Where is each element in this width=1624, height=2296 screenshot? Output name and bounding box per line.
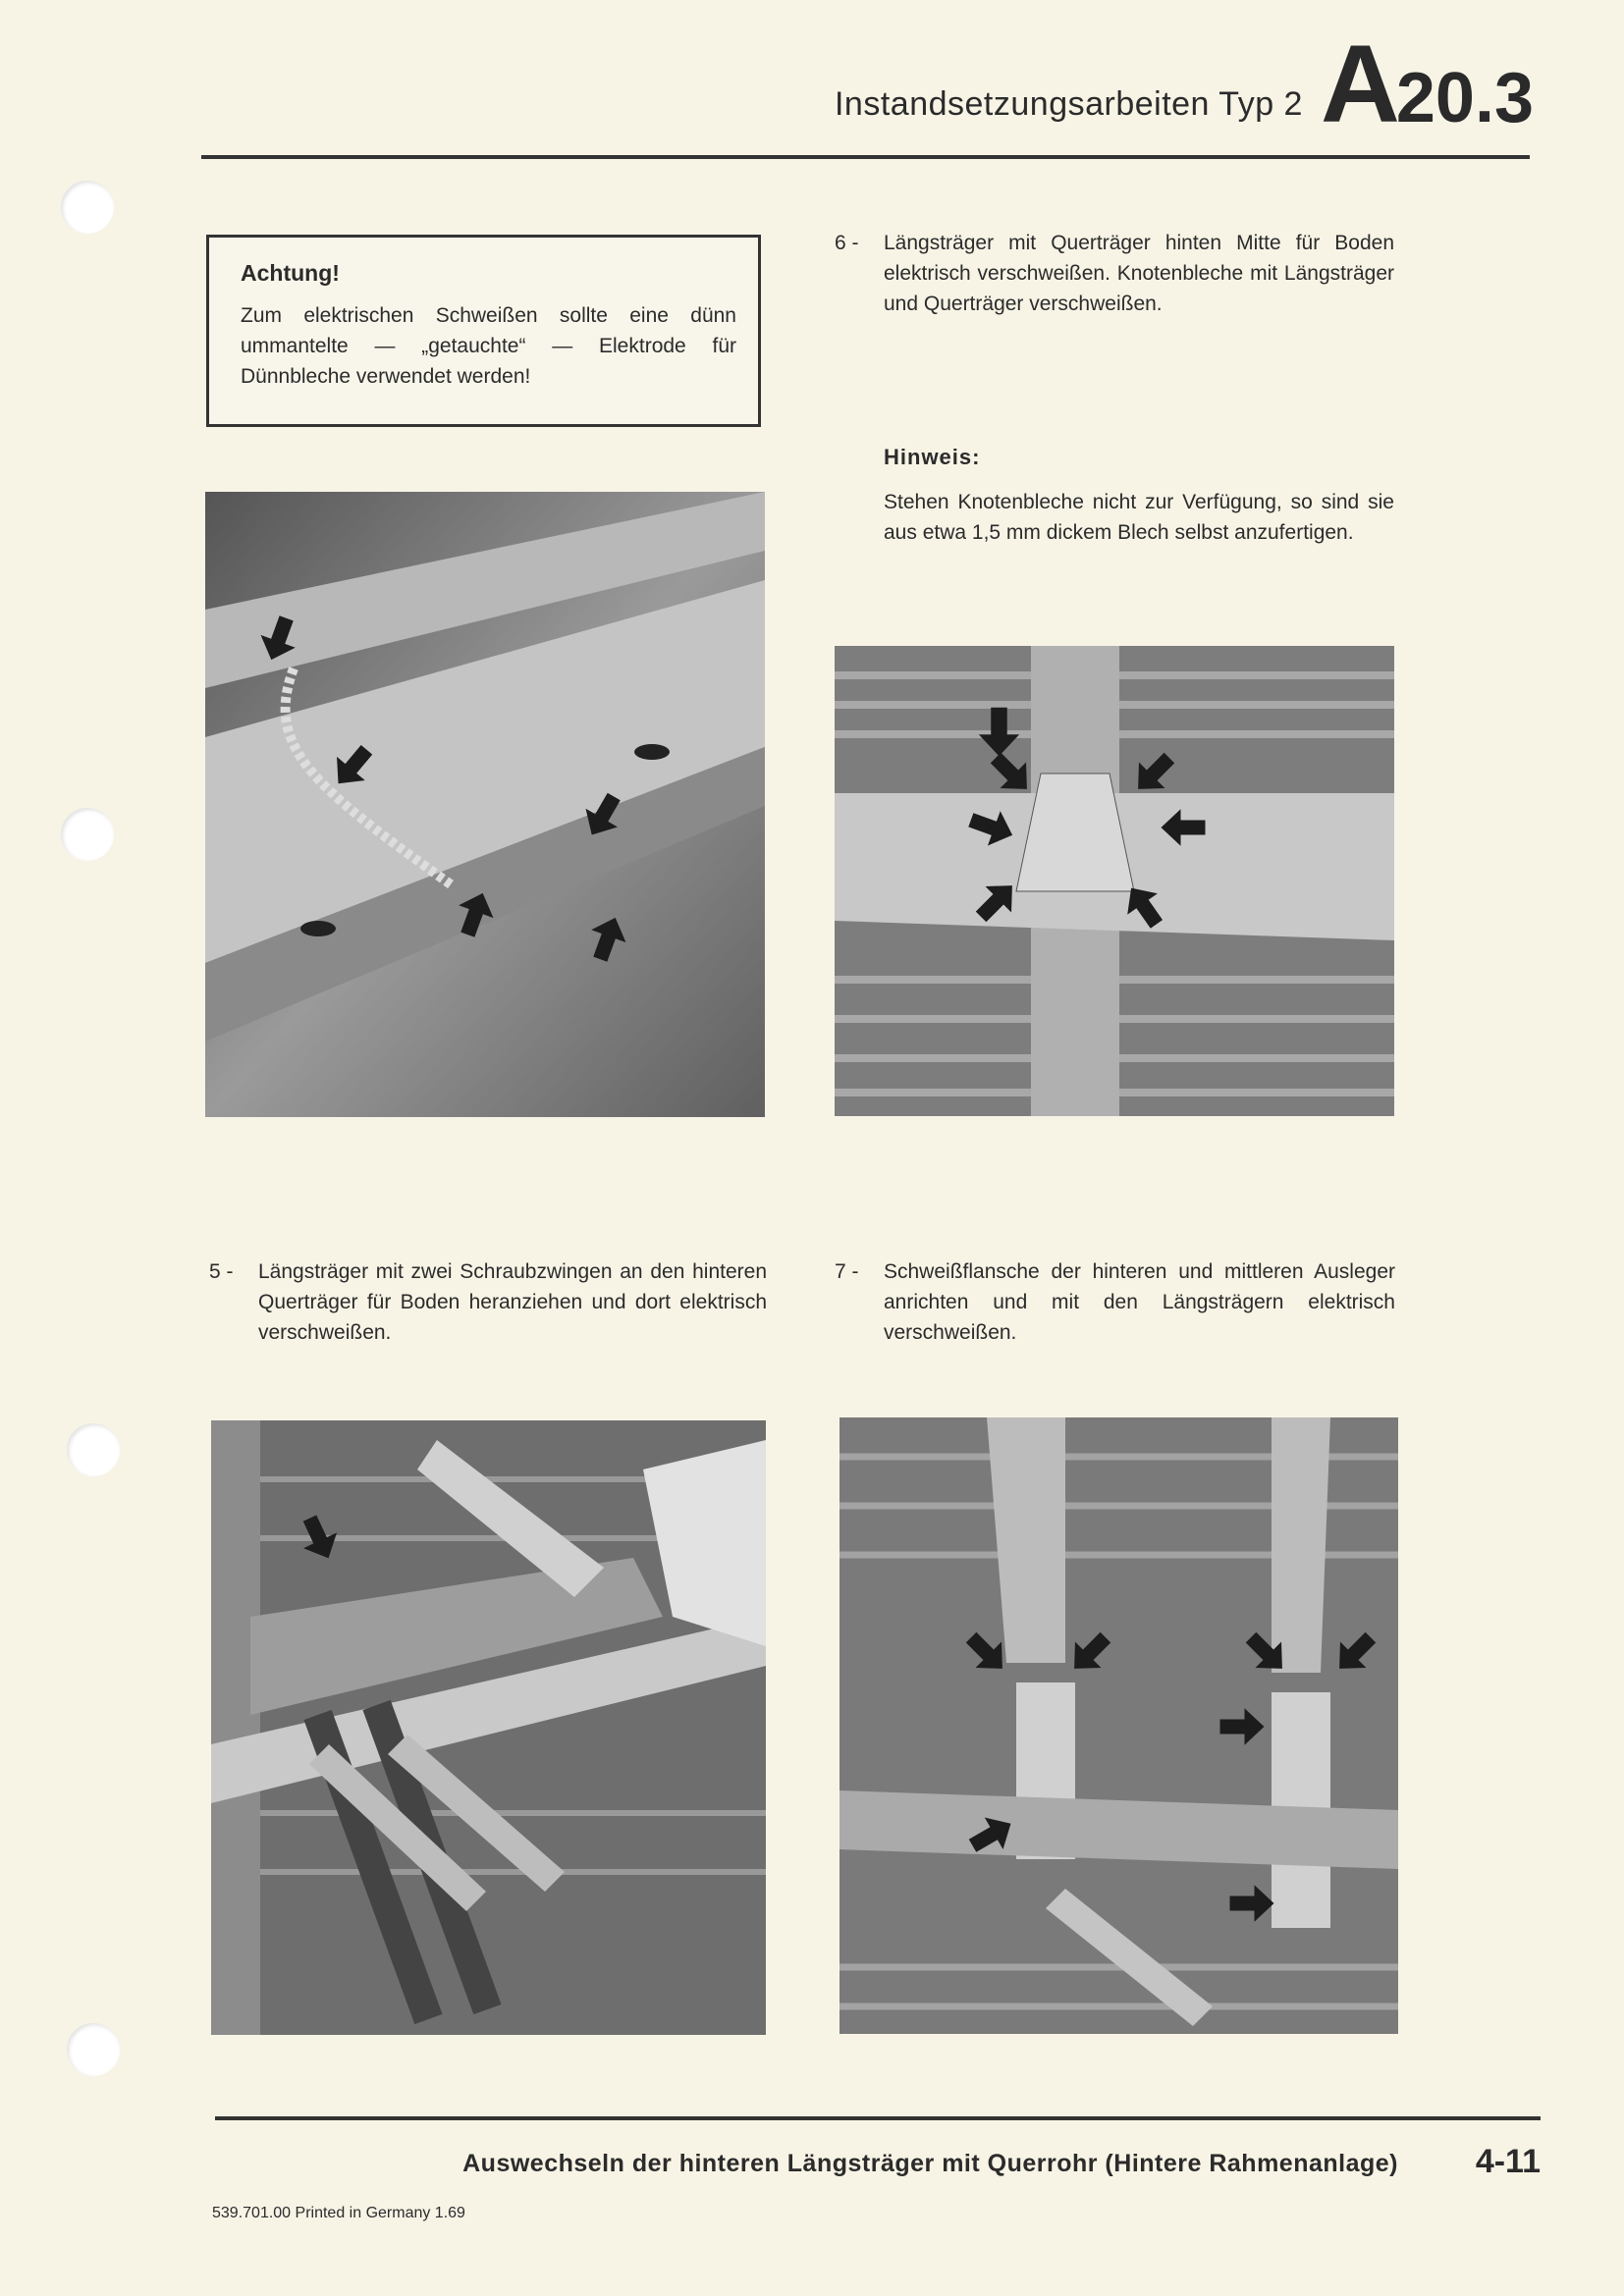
warning-text: Zum elektrischen Schweißen sollte eine dünn ummantelte — „getauchte“ — Elektrode für Dünnbleche verwendet werden!: [241, 304, 736, 388]
binder-hole: [67, 1423, 120, 1476]
binder-hole: [67, 2023, 120, 2076]
binder-hole: [61, 181, 114, 234]
header-rule: [201, 155, 1530, 159]
warning-heading: Achtung!: [241, 260, 340, 286]
header: [834, 23, 1534, 145]
photo-clamps: [211, 1420, 766, 2035]
photo-weld-seam: [205, 492, 765, 1117]
note-heading: Hinweis:: [884, 445, 981, 469]
step-number: 7 -: [835, 1260, 859, 1283]
print-note: 539.701.00 Printed in Germany 1.69: [212, 2205, 465, 2221]
step-text: Längsträger mit zwei Schraubzwingen an den hinteren Querträger für Boden heranziehen und dort elektrisch verschweißen.: [258, 1260, 767, 1344]
footer-rule: [215, 2116, 1541, 2120]
step-number: 5 -: [209, 1260, 234, 1283]
header-title: Instandsetzungsarbeiten Typ 2: [834, 85, 1303, 123]
step-6: [835, 228, 1394, 319]
section-code-letter: A: [1320, 23, 1396, 145]
step-7: [835, 1256, 1395, 1348]
step-text: Schweißflansche der hinteren und mittleren Ausleger anrichten und mit den Längsträgern elektrisch verschweißen.: [884, 1260, 1395, 1344]
photo-outrigger-flanges: [839, 1417, 1398, 2034]
footer-title: Auswechseln der hinteren Längsträger mit Querrohr (Hintere Rahmenanlage): [462, 2150, 1398, 2177]
step-5: [209, 1256, 767, 1348]
photo-gusset-plates: [835, 646, 1394, 1116]
step-text: Längsträger mit Querträger hinten Mitte für Boden elektrisch verschweißen. Knotenbleche mit Längsträger und Querträger verschweißen.: [884, 232, 1394, 315]
section-code-number: 20.3: [1395, 59, 1534, 137]
step-number: 6 -: [835, 232, 859, 254]
note-text: Stehen Knotenbleche nicht zur Verfügung, so sind sie aus etwa 1,5 mm dickem Blech selbst anzufertigen.: [884, 491, 1394, 544]
warning-box: [206, 235, 761, 427]
page-number: 4-11: [1475, 2143, 1541, 2180]
binder-hole: [61, 808, 114, 861]
section-code: [1320, 23, 1534, 145]
